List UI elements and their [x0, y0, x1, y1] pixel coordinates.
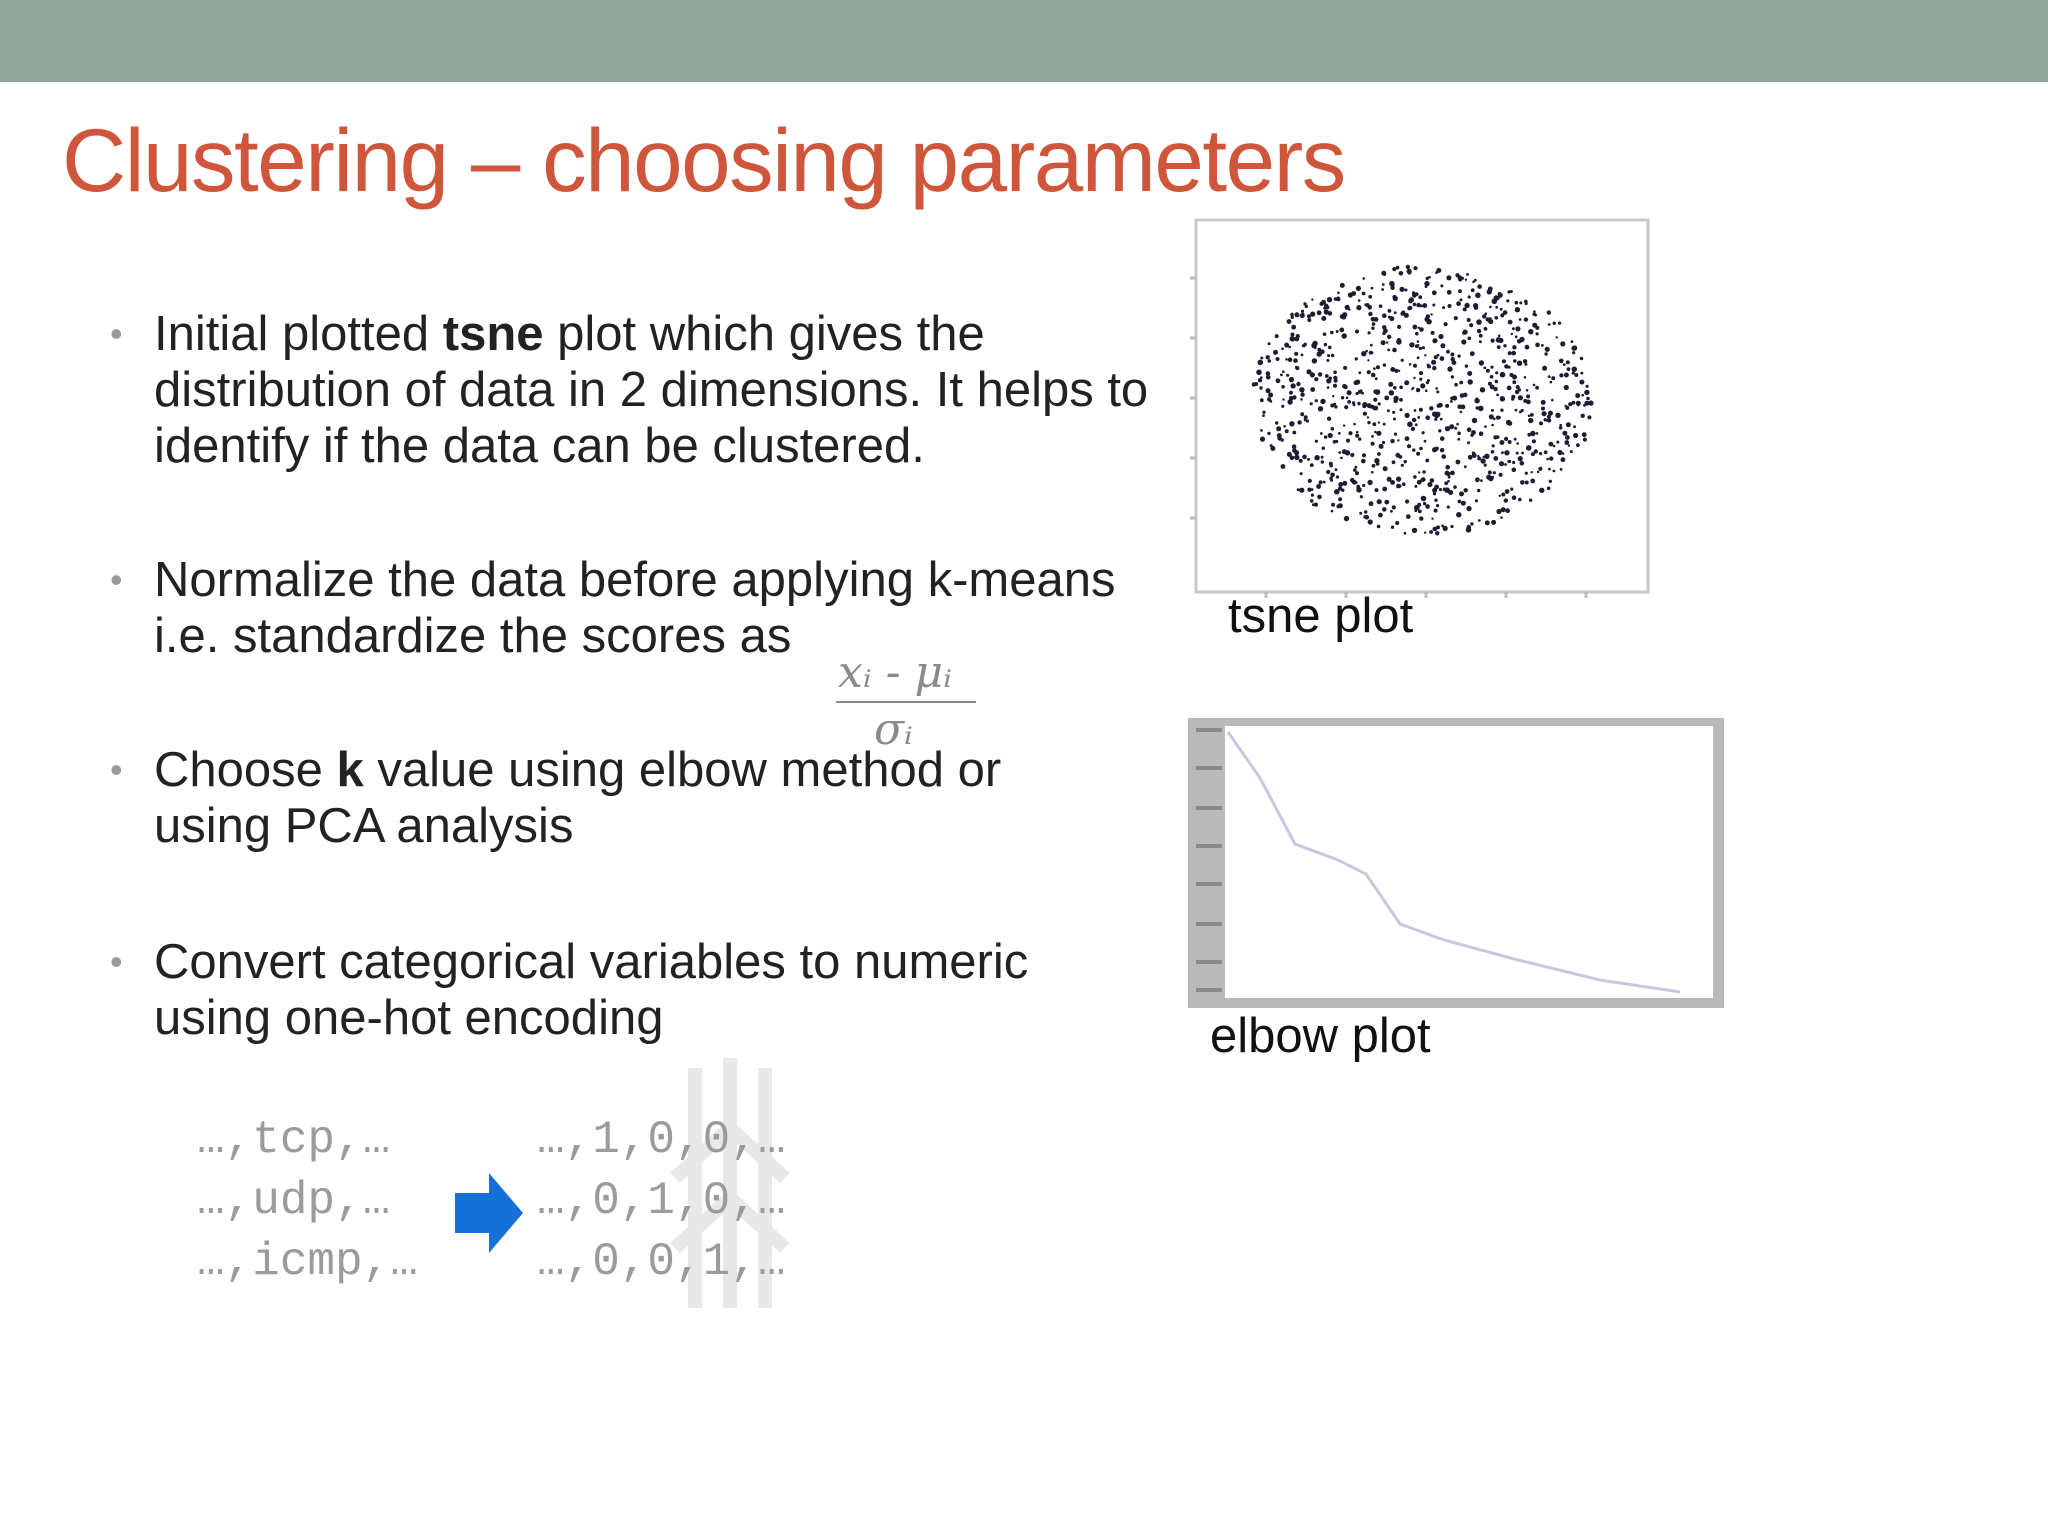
categorical-row: …,udp,… — [197, 1175, 391, 1227]
bullet-text: Normalize the data before applying k-means i.e. standardize the scores as — [154, 553, 1116, 663]
categorical-values — [197, 1110, 418, 1293]
one-hot-row: …,1,0,0,… — [537, 1114, 786, 1166]
categorical-row: …,tcp,… — [197, 1114, 391, 1166]
one-hot-example — [185, 1058, 845, 1308]
one-hot-row: …,0,0,1,… — [537, 1236, 786, 1288]
bullet-dot: • — [110, 559, 123, 600]
bullet-text: Convert categorical variables to numeric using one-hot encoding — [154, 935, 1029, 1045]
bullet-text: value using elbow method or using PCA analysis — [154, 743, 1002, 853]
bullet-dot: • — [110, 313, 123, 354]
elbow-plot-caption: elbow plot — [1210, 1009, 1431, 1063]
formula-denominator: σᵢ — [874, 704, 913, 755]
bullet-text: plot which gives the distribution of data in 2 dimensions. It helps to identify if the data can be clustered. — [154, 307, 1149, 473]
tsne-plot-caption: tsne plot — [1228, 589, 1414, 643]
standardization-formula — [830, 640, 980, 755]
formula-numerator: xᵢ - μᵢ — [838, 647, 952, 698]
top-band — [0, 0, 2048, 82]
elbow-plot-image — [1188, 718, 1724, 1010]
one-hot-values — [537, 1110, 785, 1293]
categorical-row: …,icmp,… — [197, 1236, 418, 1288]
bullet-dot: • — [110, 749, 123, 790]
bullet-bold-text: tsne — [442, 307, 544, 361]
right-arrow-icon — [455, 1173, 523, 1258]
bullet-text: Choose — [154, 743, 337, 797]
bullet-text: Initial plotted — [154, 307, 443, 361]
bullet-dot: • — [110, 941, 123, 982]
tsne-plot-image — [1186, 216, 1656, 601]
one-hot-row: …,0,1,0,… — [537, 1175, 786, 1227]
bullet-bold-text: k — [336, 743, 364, 797]
slide-title: Clustering – choosing parameters — [62, 110, 1345, 210]
